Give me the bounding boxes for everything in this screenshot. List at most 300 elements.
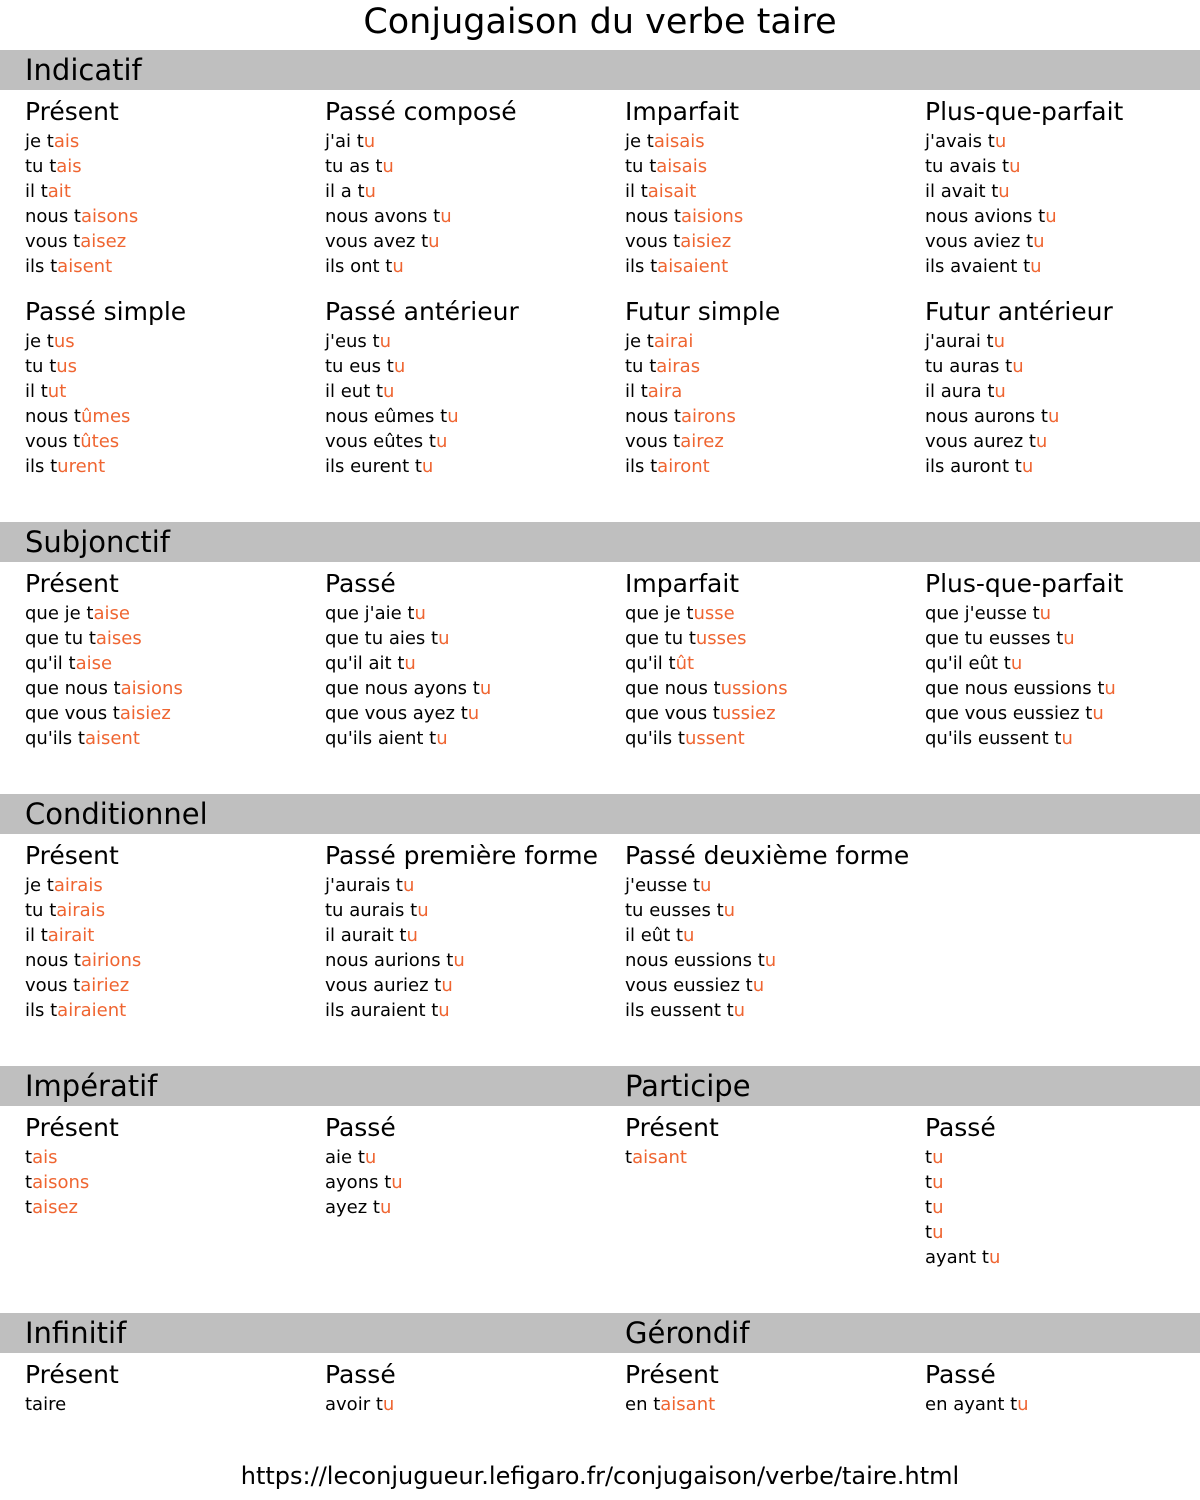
conjugation-list [625, 1392, 915, 1417]
page-title: Conjugaison du verbe taire [363, 2, 837, 42]
form-ending: u [1021, 456, 1034, 477]
form-stem: que tu aies t [325, 628, 439, 649]
conjugation-form [625, 379, 915, 404]
form-ending: ussions [720, 678, 788, 699]
form-ending: u [700, 875, 712, 896]
form-ending: ussiez [719, 703, 776, 724]
form-stem: j'avais t [925, 131, 995, 152]
form-ending: aisent [84, 728, 140, 749]
conjugation-form [625, 873, 915, 898]
form-ending: u [364, 181, 376, 202]
form-stem: que j'eusse t [925, 603, 1040, 624]
form-stem: vous t [25, 231, 81, 252]
form-ending: u [1010, 653, 1023, 674]
form-stem: t [25, 1197, 33, 1218]
tense-title: Présent [25, 1113, 119, 1142]
form-ending: ait [47, 181, 71, 202]
conjugation-form [925, 726, 1200, 751]
conjugation-form [925, 454, 1200, 479]
form-ending: u [379, 1197, 392, 1218]
form-stem: tu eus t [325, 356, 394, 377]
tense-participe-present [625, 1113, 915, 1170]
form-stem: qu'il ait t [325, 653, 405, 674]
conjugation-form [25, 179, 315, 204]
form-stem: nous eûmes t [325, 406, 448, 427]
tense-subjonctif-passe [325, 569, 615, 751]
conjugation-form [325, 129, 615, 154]
tense-title: Présent [25, 569, 119, 598]
form-ending: u [393, 356, 406, 377]
tense-indicatif-passe-simple [25, 297, 315, 479]
form-stem: aie t [325, 1147, 365, 1168]
form-ending: u [435, 431, 448, 452]
form-ending: aira [647, 381, 683, 402]
form-stem: ils eurent t [325, 456, 422, 477]
form-ending: u [402, 875, 415, 896]
form-ending: u [438, 628, 450, 649]
form-ending: aises [95, 628, 142, 649]
tense-title: Passé composé [325, 97, 517, 126]
conjugation-form [925, 626, 1200, 651]
form-stem: taire [25, 1394, 67, 1415]
form-ending: aisant [632, 1147, 687, 1168]
tense-title: Passé antérieur [325, 297, 519, 326]
conjugation-form [625, 626, 915, 651]
form-stem: il avait t [925, 181, 999, 202]
form-stem: j'aurai t [925, 331, 994, 352]
form-ending: airai [653, 331, 694, 352]
conjugation-list [325, 129, 615, 279]
form-stem: vous t [625, 231, 681, 252]
conjugation-form [25, 873, 315, 898]
form-stem: nous t [625, 206, 681, 227]
tense-subjonctif-present [25, 569, 315, 751]
conjugation-form [25, 726, 315, 751]
form-stem: vous eussiez t [625, 975, 753, 996]
conjugation-form [25, 354, 315, 379]
form-stem: vous t [25, 431, 81, 452]
form-stem: il t [625, 381, 648, 402]
form-stem: t [925, 1147, 933, 1168]
conjugation-form [325, 873, 615, 898]
conjugation-form [925, 1145, 1200, 1170]
conjugation-form [925, 601, 1200, 626]
conjugation-form [625, 1392, 915, 1417]
form-ending: u [382, 1394, 395, 1415]
mood-title-imperatif: Impératif [25, 1069, 158, 1103]
form-ending: u [998, 181, 1010, 202]
form-ending: u [1030, 256, 1042, 277]
form-stem: il t [25, 381, 48, 402]
conjugation-form [25, 229, 315, 254]
conjugation-form [625, 404, 915, 429]
form-ending: u [932, 1147, 944, 1168]
form-stem: qu'ils t [25, 728, 85, 749]
form-stem: que vous ayez t [325, 703, 468, 724]
form-ending: u [1045, 206, 1057, 227]
form-ending: ut [47, 381, 67, 402]
form-ending: u [440, 206, 452, 227]
conjugation-form [325, 1170, 615, 1195]
conjugation-form [25, 404, 315, 429]
form-ending: ussent [684, 728, 745, 749]
conjugation-form [25, 204, 315, 229]
form-ending: aisant [660, 1394, 716, 1415]
form-ending: usse [693, 603, 735, 624]
conjugation-form [925, 254, 1200, 279]
form-ending: aisais [653, 131, 705, 152]
form-ending: u [363, 131, 376, 152]
conjugation-form [625, 651, 915, 676]
conjugation-list [325, 1392, 615, 1417]
form-stem: que j'aie t [325, 603, 415, 624]
form-stem: tu aurais t [325, 900, 418, 921]
form-stem: vous t [25, 975, 81, 996]
conjugation-list [625, 873, 915, 1023]
tense-conditionnel-present [25, 841, 315, 1023]
form-stem: qu'il t [25, 653, 76, 674]
form-stem: que vous eussiez t [925, 703, 1093, 724]
conjugation-form [325, 404, 615, 429]
form-stem: qu'ils t [625, 728, 685, 749]
form-ending: u [404, 653, 416, 674]
conjugation-form [625, 701, 915, 726]
conjugation-list [625, 129, 915, 279]
form-ending: airais [53, 875, 103, 896]
form-stem: vous aurez t [925, 431, 1036, 452]
form-ending: ais [53, 131, 80, 152]
form-ending: u [1017, 1394, 1029, 1415]
conjugation-form [25, 254, 315, 279]
mood-title-participe: Participe [625, 1069, 751, 1103]
form-ending: u [467, 703, 480, 724]
conjugation-form [25, 651, 315, 676]
form-stem: tu t [625, 156, 657, 177]
form-ending: aisaient [657, 256, 729, 277]
conjugation-form [625, 898, 915, 923]
tense-indicatif-passe-compose [325, 97, 615, 279]
conjugation-list [925, 601, 1200, 751]
form-ending: u [994, 381, 1006, 402]
form-stem: nous eussions t [625, 950, 765, 971]
tense-title: Plus-que-parfait [925, 569, 1124, 598]
form-ending: aisons [81, 206, 139, 227]
form-stem: que vous t [25, 703, 120, 724]
tense-title: Plus-que-parfait [925, 97, 1124, 126]
conjugation-form [925, 404, 1200, 429]
form-ending: u [993, 331, 1006, 352]
conjugation-form [925, 329, 1200, 354]
conjugation-form [325, 179, 615, 204]
form-stem: tu eusses t [625, 900, 724, 921]
form-stem: je t [25, 875, 54, 896]
conjugation-form [925, 701, 1200, 726]
form-stem: ils t [625, 256, 658, 277]
form-ending: u [417, 900, 429, 921]
form-stem: vous auriez t [325, 975, 442, 996]
form-stem: j'aurais t [325, 875, 403, 896]
form-ending: airons [681, 406, 736, 427]
form-stem: que je t [25, 603, 94, 624]
form-ending: u [1063, 628, 1075, 649]
form-ending: u [414, 603, 426, 624]
conjugation-list [625, 1145, 915, 1170]
form-ending: ût [675, 653, 695, 674]
conjugation-list [25, 129, 315, 279]
form-ending: airiez [80, 975, 130, 996]
tense-title: Présent [25, 841, 119, 870]
form-stem: j'ai t [325, 131, 364, 152]
form-stem: tu t [25, 356, 57, 377]
form-stem: vous aviez t [925, 231, 1034, 252]
form-ending: u [421, 456, 434, 477]
tense-indicatif-passe-anterieur [325, 297, 615, 479]
tense-indicatif-futur-anterieur [925, 297, 1200, 479]
form-ending: u [391, 1172, 403, 1193]
tense-title: Présent [625, 1360, 719, 1389]
conjugation-form [25, 948, 315, 973]
mood-title-indicatif: Indicatif [25, 53, 142, 87]
conjugation-form [925, 129, 1200, 154]
conjugation-form [925, 676, 1200, 701]
form-stem: que nous ayons t [325, 678, 480, 699]
conjugation-form [325, 601, 615, 626]
form-ending: usses [695, 628, 747, 649]
form-ending: u [1033, 231, 1045, 252]
tense-participe-passe [925, 1113, 1200, 1270]
conjugation-form [25, 701, 315, 726]
conjugation-form [625, 923, 915, 948]
form-ending: u [392, 256, 404, 277]
form-stem: vous t [625, 431, 681, 452]
form-ending: u [1009, 156, 1021, 177]
form-stem: il aurait t [325, 925, 407, 946]
conjugation-form [325, 379, 615, 404]
conjugation-form [625, 129, 915, 154]
form-stem: vous eûtes t [325, 431, 436, 452]
conjugation-form [925, 651, 1200, 676]
tense-title: Présent [25, 1360, 119, 1389]
form-ending: aisiez [680, 231, 732, 252]
mood-band-indicatif [0, 50, 1200, 90]
form-ending: u [453, 950, 465, 971]
conjugation-form [625, 229, 915, 254]
tense-gerondif-passe [925, 1360, 1200, 1417]
form-stem: il aura t [925, 381, 995, 402]
conjugation-form [325, 701, 615, 726]
conjugation-form [925, 229, 1200, 254]
conjugation-form [325, 1195, 615, 1220]
conjugation-list [325, 873, 615, 1023]
conjugation-form [925, 1195, 1200, 1220]
conjugation-list [925, 129, 1200, 279]
tense-imperatif-present [25, 1113, 315, 1220]
form-ending: u [1047, 406, 1060, 427]
form-stem: il t [625, 181, 648, 202]
form-stem: ils t [25, 256, 58, 277]
form-ending: u [764, 950, 777, 971]
form-stem: qu'ils eussent t [925, 728, 1062, 749]
mood-title-gerondif: Gérondif [625, 1316, 750, 1350]
conjugation-list [25, 1145, 315, 1220]
form-stem: que nous eussions t [925, 678, 1105, 699]
conjugation-form [625, 676, 915, 701]
form-stem: nous t [25, 206, 81, 227]
form-ending: ais [56, 156, 82, 177]
conjugation-form [625, 204, 915, 229]
form-stem: tu as t [325, 156, 383, 177]
mood-band-imperatif-participe [0, 1066, 1200, 1106]
conjugation-form [25, 676, 315, 701]
conjugation-form [325, 229, 615, 254]
conjugation-form [925, 429, 1200, 454]
form-stem: nous avions t [925, 206, 1046, 227]
form-ending: aisez [32, 1197, 78, 1218]
form-ending: airais [56, 900, 106, 921]
tense-conditionnel-passe-deuxieme-forme [625, 841, 915, 1023]
conjugation-form [325, 998, 615, 1023]
form-stem: en t [625, 1394, 661, 1415]
conjugation-list [25, 873, 315, 1023]
source-url: https://leconjugueur.lefigaro.fr/conjugaison/verbe/taire.html [240, 1462, 960, 1490]
form-ending: u [436, 728, 448, 749]
form-stem: qu'ils aient t [325, 728, 437, 749]
conjugation-form [325, 254, 615, 279]
form-stem: tu t [25, 156, 57, 177]
tense-subjonctif-imparfait [625, 569, 915, 751]
conjugation-form [625, 998, 915, 1023]
conjugation-form [25, 973, 315, 998]
conjugation-form [625, 948, 915, 973]
tense-conditionnel-passe-premiere-forme [325, 841, 615, 1023]
conjugation-form [925, 379, 1200, 404]
form-ending: aisez [80, 231, 127, 252]
conjugation-form [625, 726, 915, 751]
form-stem: il eut t [325, 381, 384, 402]
tense-title: Futur antérieur [925, 297, 1113, 326]
conjugation-form [625, 1145, 915, 1170]
mood-band-infinitif-gerondif [0, 1313, 1200, 1353]
conjugation-form [625, 454, 915, 479]
form-ending: airaient [57, 1000, 127, 1021]
tense-title: Passé deuxième forme [625, 841, 910, 870]
form-stem: t [25, 1147, 33, 1168]
form-ending: u [479, 678, 492, 699]
conjugation-form [325, 923, 615, 948]
form-ending: urent [57, 456, 106, 477]
conjugation-list [925, 1145, 1200, 1270]
form-stem: ils t [25, 456, 58, 477]
form-ending: u [1104, 678, 1116, 699]
conjugation-form [625, 354, 915, 379]
conjugation-form [325, 948, 615, 973]
form-ending: aisait [647, 181, 697, 202]
form-stem: ayons t [325, 1172, 392, 1193]
conjugation-list [25, 329, 315, 479]
conjugation-list [25, 1392, 315, 1417]
form-ending: u [752, 975, 765, 996]
form-stem: il eût t [625, 925, 684, 946]
form-stem: nous t [25, 406, 81, 427]
mood-title-subjonctif: Subjonctif [25, 525, 170, 559]
form-ending: u [733, 1000, 746, 1021]
form-stem: je t [625, 331, 654, 352]
form-ending: u [994, 131, 1007, 152]
form-ending: aisons [32, 1172, 90, 1193]
form-stem: nous aurons t [925, 406, 1048, 427]
form-ending: aisais [656, 156, 708, 177]
tense-title: Imparfait [625, 97, 740, 126]
form-ending: aisions [681, 206, 744, 227]
form-ending: ûtes [80, 431, 120, 452]
mood-band-conditionnel [0, 794, 1200, 834]
tense-infinitif-present [25, 1360, 315, 1417]
conjugation-form [925, 204, 1200, 229]
form-ending: u [1061, 728, 1073, 749]
conjugation-form [625, 973, 915, 998]
tense-title: Passé [325, 1360, 396, 1389]
conjugation-form [25, 454, 315, 479]
conjugation-form [325, 154, 615, 179]
conjugation-form [625, 154, 915, 179]
conjugation-form [625, 601, 915, 626]
form-ending: u [382, 156, 394, 177]
conjugation-form [25, 601, 315, 626]
conjugation-form [325, 898, 615, 923]
conjugation-form [925, 1170, 1200, 1195]
form-ending: u [379, 331, 392, 352]
form-ending: u [723, 900, 736, 921]
conjugation-list [625, 601, 915, 751]
form-stem: t [25, 1172, 33, 1193]
conjugation-form [25, 329, 315, 354]
conjugation-form [25, 898, 315, 923]
form-ending: u [447, 406, 459, 427]
form-ending: u [988, 1247, 1001, 1268]
mood-title-conditionnel: Conditionnel [25, 797, 208, 831]
conjugation-form [625, 429, 915, 454]
form-stem: que tu t [25, 628, 96, 649]
tense-title: Passé [325, 569, 396, 598]
form-ending: u [932, 1222, 944, 1243]
conjugation-form [25, 379, 315, 404]
tense-title: Présent [25, 97, 119, 126]
conjugation-form [25, 154, 315, 179]
form-stem: que je t [625, 603, 694, 624]
conjugation-form [925, 1392, 1200, 1417]
conjugation-list [25, 601, 315, 751]
form-stem: nous t [25, 950, 81, 971]
conjugation-list [925, 1392, 1200, 1417]
form-stem: en ayant t [925, 1394, 1018, 1415]
conjugation-form [25, 626, 315, 651]
form-ending: airions [81, 950, 142, 971]
form-ending: ais [32, 1147, 58, 1168]
form-ending: u [1092, 703, 1104, 724]
form-stem: t [925, 1197, 933, 1218]
form-stem: nous t [625, 406, 681, 427]
conjugation-form [325, 651, 615, 676]
conjugation-form [25, 1392, 315, 1417]
form-ending: airont [657, 456, 710, 477]
form-stem: qu'il eût t [925, 653, 1011, 674]
form-stem: avoir t [325, 1394, 383, 1415]
form-ending: u [428, 231, 440, 252]
conjugation-form [25, 1170, 315, 1195]
tense-subjonctif-plus-que-parfait [925, 569, 1200, 751]
form-stem: ayez t [325, 1197, 380, 1218]
form-stem: ils avaient t [925, 256, 1031, 277]
